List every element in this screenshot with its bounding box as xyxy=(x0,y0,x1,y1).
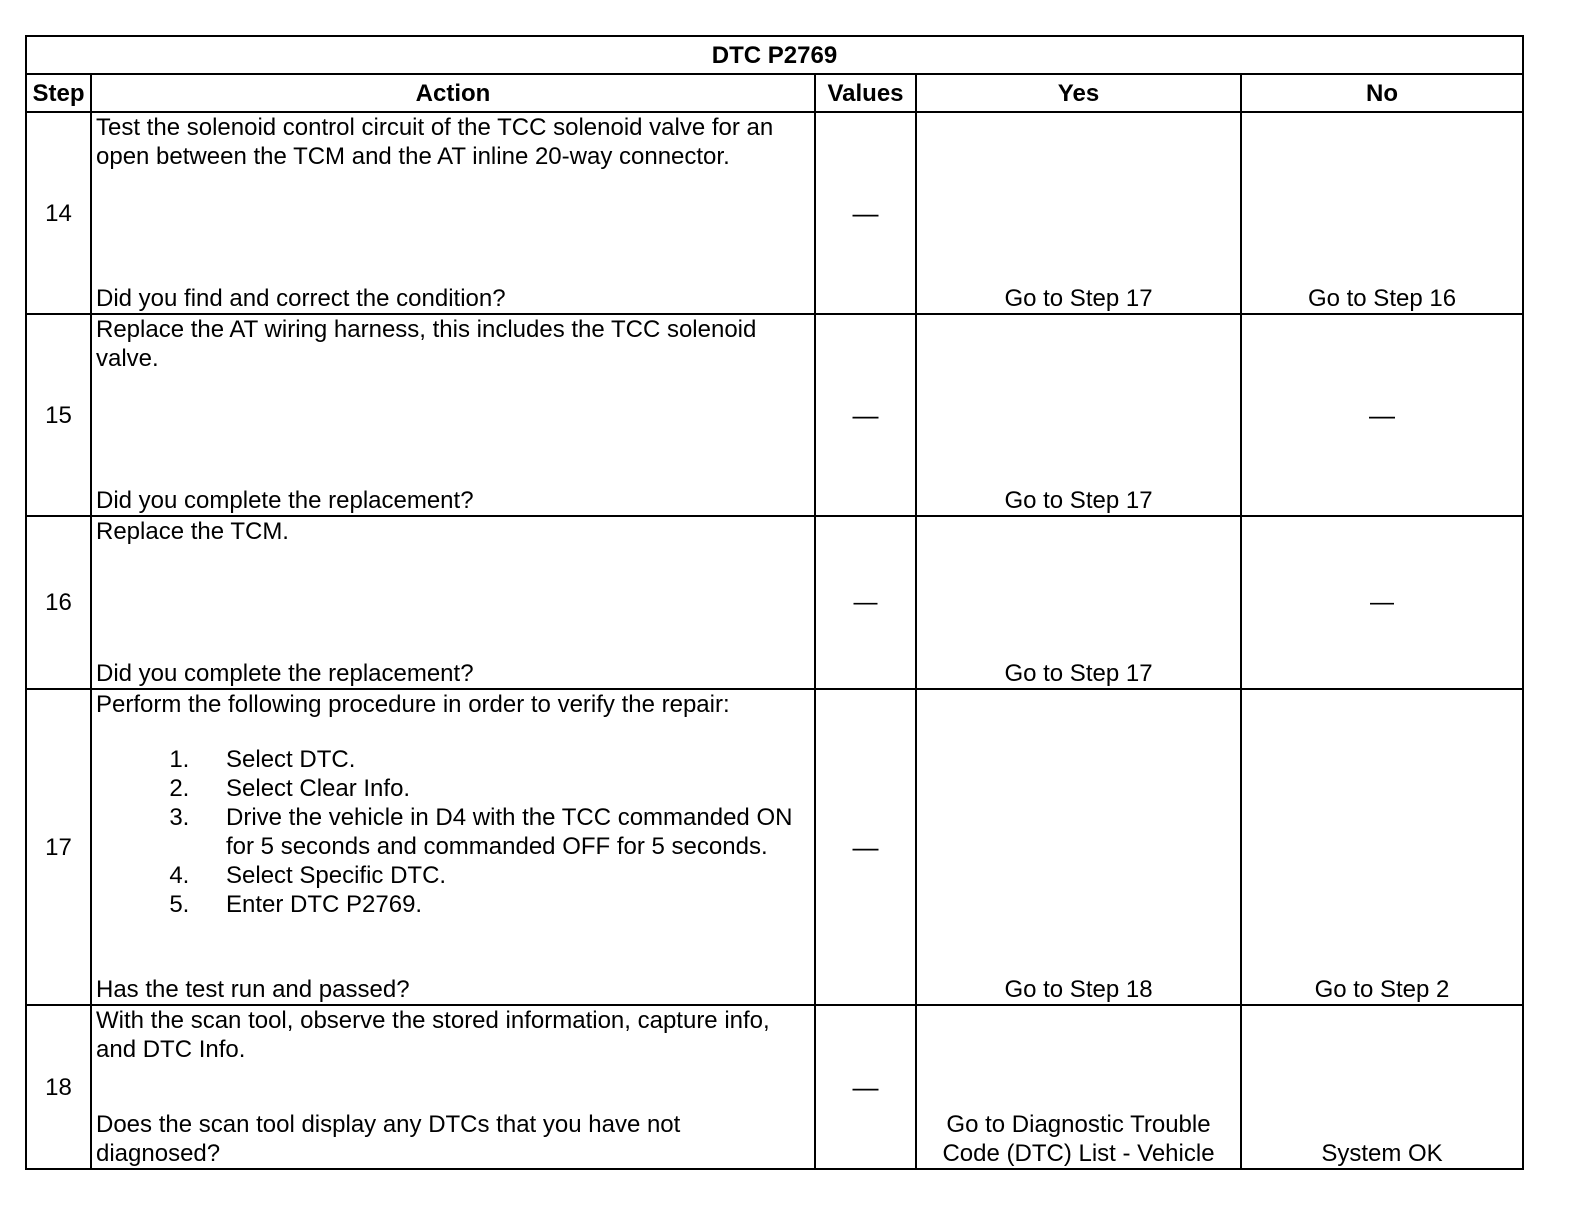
step-number: 14 xyxy=(26,112,91,314)
action-text: With the scan tool, observe the stored information, capture info, and DTC Info. xyxy=(96,1007,770,1063)
procedure-step: 3. Drive the vehicle in D4 with the TCC commanded ON for 5 seconds and commanded OFF for 5 seconds. xyxy=(196,803,810,861)
procedure-step: 4. Select Specific DTC. xyxy=(196,861,810,890)
table-row xyxy=(26,112,1523,314)
step-number: 16 xyxy=(26,516,91,689)
yes-link[interactable]: Go to Step 18 xyxy=(916,689,1241,1005)
table-row xyxy=(26,314,1523,516)
values-cell: — xyxy=(815,314,916,516)
header-yes: Yes xyxy=(916,74,1241,112)
procedure-list xyxy=(96,745,810,919)
values-cell: — xyxy=(815,689,916,1005)
table-row xyxy=(26,1005,1523,1169)
header-action: Action xyxy=(91,74,815,112)
yes-link[interactable]: Go to Diagnostic Trouble Code (DTC) List - Vehicle xyxy=(916,1005,1241,1169)
step-number: 15 xyxy=(26,314,91,516)
procedure-step: 1. Select DTC. xyxy=(196,745,810,774)
no-cell: — xyxy=(1241,314,1523,516)
dtc-table xyxy=(25,35,1524,1170)
no-link[interactable]: Go to Step 16 xyxy=(1241,112,1523,314)
no-link[interactable]: Go to Step 2 xyxy=(1241,689,1523,1005)
header-values: Values xyxy=(815,74,916,112)
yes-link[interactable]: Go to Step 17 xyxy=(916,112,1241,314)
no-cell: — xyxy=(1241,516,1523,689)
yes-link[interactable]: Go to Step 17 xyxy=(916,314,1241,516)
values-cell: — xyxy=(815,1005,916,1169)
yes-link[interactable]: Go to Step 17 xyxy=(916,516,1241,689)
action-question: Has the test run and passed? xyxy=(96,976,410,1003)
action-question: Does the scan tool display any DTCs that you have not diagnosed? xyxy=(96,1111,681,1167)
action-question: Did you complete the replacement? xyxy=(96,487,474,514)
values-cell: — xyxy=(815,112,916,314)
values-cell: — xyxy=(815,516,916,689)
action-cell xyxy=(91,314,815,516)
action-text: Perform the following procedure in order to verify the repair: xyxy=(96,691,730,718)
action-cell xyxy=(91,689,815,1005)
step-number: 18 xyxy=(26,1005,91,1169)
action-text: Test the solenoid control circuit of the TCC solenoid valve for an open between the TCM and the AT inline 20-way connector. xyxy=(96,114,774,170)
table-title: DTC P2769 xyxy=(26,36,1523,74)
action-text: Replace the TCM. xyxy=(96,518,289,545)
header-no: No xyxy=(1241,74,1523,112)
action-question: Did you complete the replacement? xyxy=(96,660,474,687)
table-row xyxy=(26,689,1523,1005)
action-cell xyxy=(91,516,815,689)
table-row xyxy=(26,516,1523,689)
no-cell: System OK xyxy=(1241,1005,1523,1169)
header-step: Step xyxy=(26,74,91,112)
action-text: Replace the AT wiring harness, this includes the TCC solenoid valve. xyxy=(96,316,757,372)
step-number: 17 xyxy=(26,689,91,1005)
procedure-step: 5. Enter DTC P2769. xyxy=(196,890,810,919)
procedure-step: 2. Select Clear Info. xyxy=(196,774,810,803)
action-cell xyxy=(91,112,815,314)
action-cell xyxy=(91,1005,815,1169)
action-question: Did you find and correct the condition? xyxy=(96,285,506,312)
